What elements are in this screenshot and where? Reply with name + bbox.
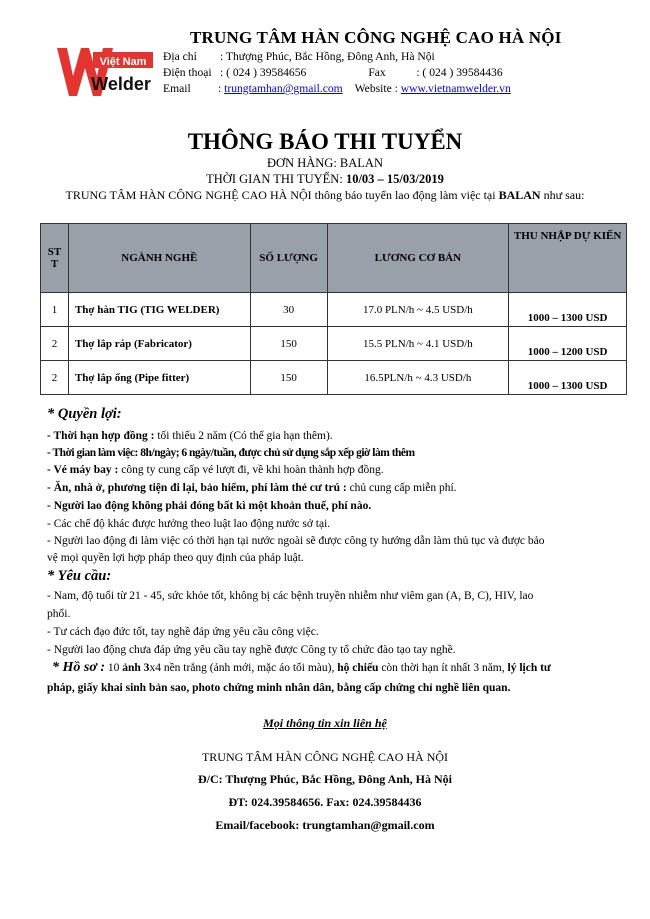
requirement-training: - Người lao động chưa đáp ứng yêu cầu tay nghề được Công ty tổ chức đào tạo tay nghề.	[47, 644, 456, 656]
cell-qty: 30	[250, 293, 327, 327]
benefit-housing	[47, 480, 622, 496]
website-label: Website :	[354, 82, 398, 95]
intro-suffix: như sau:	[540, 188, 585, 202]
documents-text-2: x4 nền trắng (ảnh mới, mặc áo tối màu),	[149, 662, 338, 674]
cell-job: Thợ lắp ráp (Fabricator)	[68, 327, 250, 361]
benefit-tax-text: - Người lao động không phải đóng bất kì một khoản thuế, phí nào.	[47, 500, 372, 512]
cell-income: 1000 – 1300 USD	[509, 293, 627, 327]
documents-text-3: còn thời hạn ít nhất 3 năm,	[378, 662, 508, 674]
benefit-housing-label: - Ăn, nhà ở, phương tiện đi lại, bảo hiểm, phí làm thẻ cư trú :	[47, 482, 347, 494]
header-job: NGÀNH NGHỀ	[68, 224, 250, 293]
benefit-contract-label: - Thời hạn hợp đồng :	[47, 430, 155, 442]
email-label: Email	[163, 82, 191, 95]
documents-text-1: 10	[105, 662, 123, 674]
phone-line	[163, 66, 503, 79]
contact-phones: ĐT: 024.39584656. Fax: 024.39584436	[228, 795, 422, 809]
table-row	[41, 361, 627, 395]
logo-text-bottom: Welder	[91, 74, 151, 94]
job-table	[40, 223, 627, 395]
header-salary: LƯƠNG CƠ BẢN	[327, 224, 509, 293]
benefit-contract-text: tối thiểu 2 năm (Có thể gia hạn thêm).	[154, 430, 333, 442]
table-row	[41, 293, 627, 327]
address-value: : Thượng Phúc, Bắc Hồng, Đông Anh, Hà Nội	[220, 50, 435, 63]
documents-line2	[47, 680, 622, 696]
cell-stt: 1	[41, 293, 69, 327]
company-logo	[55, 44, 158, 100]
intro-prefix: TRUNG TÂM HÀN CÔNG NGHỆ CAO HÀ NỘI thông báo tuyển lao động làm việc tại	[65, 188, 499, 202]
benefit-guidance-line2: vệ mọi quyền lợi hợp pháp theo quy định của pháp luật.	[47, 552, 304, 564]
phone-value: : ( 024 ) 39584656	[220, 66, 307, 79]
header-stt: ST T	[41, 224, 69, 293]
table-header-row	[41, 224, 627, 293]
exam-time-value: 10/03 – 15/03/2019	[345, 172, 444, 186]
intro-line	[0, 188, 650, 203]
benefit-hours-text: - Thời gian làm việc: 8h/ngày; 6 ngày/tuần, được chủ sử dụng sắp xếp giờ làm thêm	[47, 447, 415, 459]
cell-income: 1000 – 1300 USD	[509, 361, 627, 395]
website-link[interactable]: www.vietnamwelder.vn	[400, 82, 511, 95]
contact-address: Đ/C: Thượng Phúc, Bắc Hồng, Đông Anh, Hà Nội	[197, 772, 452, 786]
requirement-ethics: - Tư cách đạo đức tốt, tay nghề đáp ứng yêu cầu công việc.	[47, 626, 319, 638]
benefit-other: - Các chế độ khác được hưởng theo luật lao động nước sở tại.	[47, 518, 331, 530]
cell-stt: 2	[41, 361, 69, 395]
benefit-hours	[47, 445, 622, 461]
benefit-contract	[47, 428, 622, 444]
contact-email: Email/facebook: trungtamhan@gmail.com	[215, 818, 435, 832]
cell-job: Thợ hàn TIG (TIG WELDER)	[68, 293, 250, 327]
contact-heading: Mọi thông tin xin liên hệ	[263, 716, 387, 730]
benefit-tax	[47, 498, 622, 514]
benefit-ticket-label: - Vé máy bay :	[47, 464, 119, 476]
email-line: Email : trungtamhan@gmail.com Website : www.vietnamwelder.vn	[163, 82, 511, 95]
requirements-heading: * Yêu cầu:	[47, 568, 112, 584]
benefit-ticket	[47, 462, 622, 478]
benefit-ticket-text: công ty cung cấp vé lượt đi, về khi hoàn thành hợp đồng.	[118, 464, 384, 476]
cell-income: 1000 – 1200 USD	[509, 327, 627, 361]
cell-salary: 15.5 PLN/h ~ 4.1 USD/h	[327, 327, 509, 361]
benefit-guidance-line1: - Người lao động đi làm việc có thời hạn tại nước ngoài sẽ được công ty hướng dẫn làm thủ tục và được bảo	[47, 535, 545, 547]
intro-country: BALAN	[498, 188, 541, 202]
exam-time-label: THỜI GIAN THI TUYỂN:	[206, 172, 343, 186]
address-label: Địa chỉ	[163, 50, 197, 63]
fax-value: : ( 024 ) 39584436	[416, 66, 503, 79]
header-income: THU NHẬP DỰ KIẾN	[509, 224, 627, 293]
documents-heading: * Hồ sơ :	[52, 660, 106, 675]
contact-org: TRUNG TÂM HÀN CÔNG NGHỆ CAO HÀ NỘI	[201, 750, 449, 764]
phone-label: Điện thoại	[163, 66, 212, 79]
cell-qty: 150	[250, 327, 327, 361]
notice-title: THÔNG BÁO THI TUYỂN	[187, 129, 463, 154]
org-title: TRUNG TÂM HÀN CÔNG NGHỆ CAO HÀ NỘI	[190, 28, 562, 47]
cell-stt: 2	[41, 327, 69, 361]
address-line	[163, 50, 435, 63]
documents-line1	[52, 660, 622, 676]
documents-bold-3: lý lịch tư	[507, 662, 551, 674]
requirement-health-line2: phổi.	[47, 608, 71, 620]
header-qty: SỐ LƯỢNG	[250, 224, 327, 293]
documents-bold-2: hộ chiếu	[337, 662, 379, 674]
cell-job: Thợ lắp ống (Pipe fitter)	[68, 361, 250, 395]
benefits-heading: * Quyền lợi:	[47, 406, 122, 422]
documents-bold-1: ảnh 3	[122, 662, 150, 674]
logo-text-top: Việt Nam	[99, 56, 147, 68]
table-row	[41, 327, 627, 361]
order-line: ĐƠN HÀNG: BALAN	[267, 156, 383, 170]
documents-bold-4: pháp, giấy khai sinh bản sao, photo chứng minh nhân dân, bằng cấp chứng chỉ nghề liên quan.	[47, 682, 511, 694]
cell-qty: 150	[250, 361, 327, 395]
email-link[interactable]: trungtamhan@gmail.com	[224, 82, 343, 95]
cell-salary: 16.5PLN/h ~ 4.3 USD/h	[327, 361, 509, 395]
benefit-housing-text: chủ cung cấp miễn phí.	[346, 482, 457, 494]
cell-salary: 17.0 PLN/h ~ 4.5 USD/h	[327, 293, 509, 327]
requirement-health-line1: - Nam, độ tuổi từ 21 - 45, sức khỏe tốt, không bị các bệnh truyền nhiễm như viêm gan (A, B, C), HIV, lao	[47, 590, 534, 602]
exam-time-line	[0, 172, 650, 187]
fax-label: Fax	[368, 66, 386, 79]
